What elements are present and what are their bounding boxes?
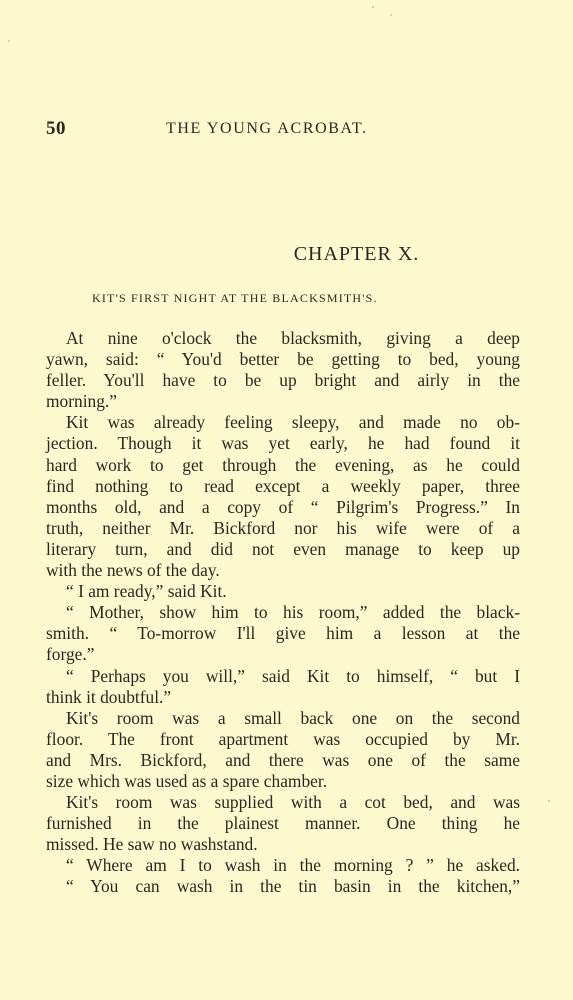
text-line: smith. “ To-morrow I'll give him a lesson at the xyxy=(46,623,520,644)
text-line: yawn, said: “ You'd better be getting to bed, young xyxy=(46,349,520,370)
paper-speck xyxy=(390,14,392,16)
text-line: truth, neither Mr. Bickford nor his wife were of a xyxy=(46,517,520,538)
body-text xyxy=(46,328,520,898)
text-line: “ Perhaps you will,” said Kit to himself, “ but I xyxy=(66,665,520,686)
text-line: “ Mother, show him to his room,” added the black- xyxy=(66,602,520,623)
text-line: floor. The front apartment was occupied by Mr. xyxy=(46,728,520,749)
text-line: with the news of the day. xyxy=(46,560,220,581)
text-line: “ Where am I to wash in the morning ? ” he asked. xyxy=(66,855,520,876)
chapter-heading-text: CHAPTER X. xyxy=(293,243,420,265)
paper-speck xyxy=(372,6,374,8)
text-line: “ I am ready,” said Kit. xyxy=(66,581,227,602)
page-number: 50 xyxy=(46,118,66,139)
text-line: literary turn, and did not even manage to keep up xyxy=(46,538,520,559)
text-line: think it doubtful.” xyxy=(46,686,172,707)
text-line: At nine o'clock the blacksmith, giving a deep xyxy=(66,328,520,348)
text-line: “ You can wash in the tin basin in the kitchen,” xyxy=(66,876,520,897)
paper-speck xyxy=(8,40,10,42)
running-title: THE YOUNG ACROBAT. xyxy=(166,120,368,137)
text-line: months old, and a copy of “ Pilgrim's Progress.” In xyxy=(46,496,520,517)
text-line: furnished in the plainest manner. One thing he xyxy=(46,813,520,834)
text-line: Kit's room was a small back one on the second xyxy=(66,707,520,728)
text-line: feller. You'll have to be up bright and airly in the xyxy=(46,370,520,391)
chapter-heading xyxy=(0,243,573,266)
text-line: jection. Though it was yet early, he had found it xyxy=(46,433,520,454)
text-line: size which was used as a spare chamber. xyxy=(46,770,328,791)
text-line: Kit was already feeling sleepy, and made no ob- xyxy=(66,412,520,433)
paper-speck xyxy=(548,800,550,802)
text-line: Kit's room was supplied with a cot bed, and was xyxy=(66,792,520,813)
text-line: and Mrs. Bickford, and there was one of the same xyxy=(46,749,520,770)
text-line: forge.” xyxy=(46,644,95,665)
running-head xyxy=(46,118,526,140)
text-line: morning.” xyxy=(46,391,117,412)
text-line: hard work to get through the evening, as he could xyxy=(46,454,520,475)
text-line: find nothing to read except a weekly paper, three xyxy=(46,475,520,496)
text-line: missed. He saw no washstand. xyxy=(46,834,258,855)
chapter-subtitle: KIT'S FIRST NIGHT AT THE BLACKSMITH'S. xyxy=(92,291,378,305)
